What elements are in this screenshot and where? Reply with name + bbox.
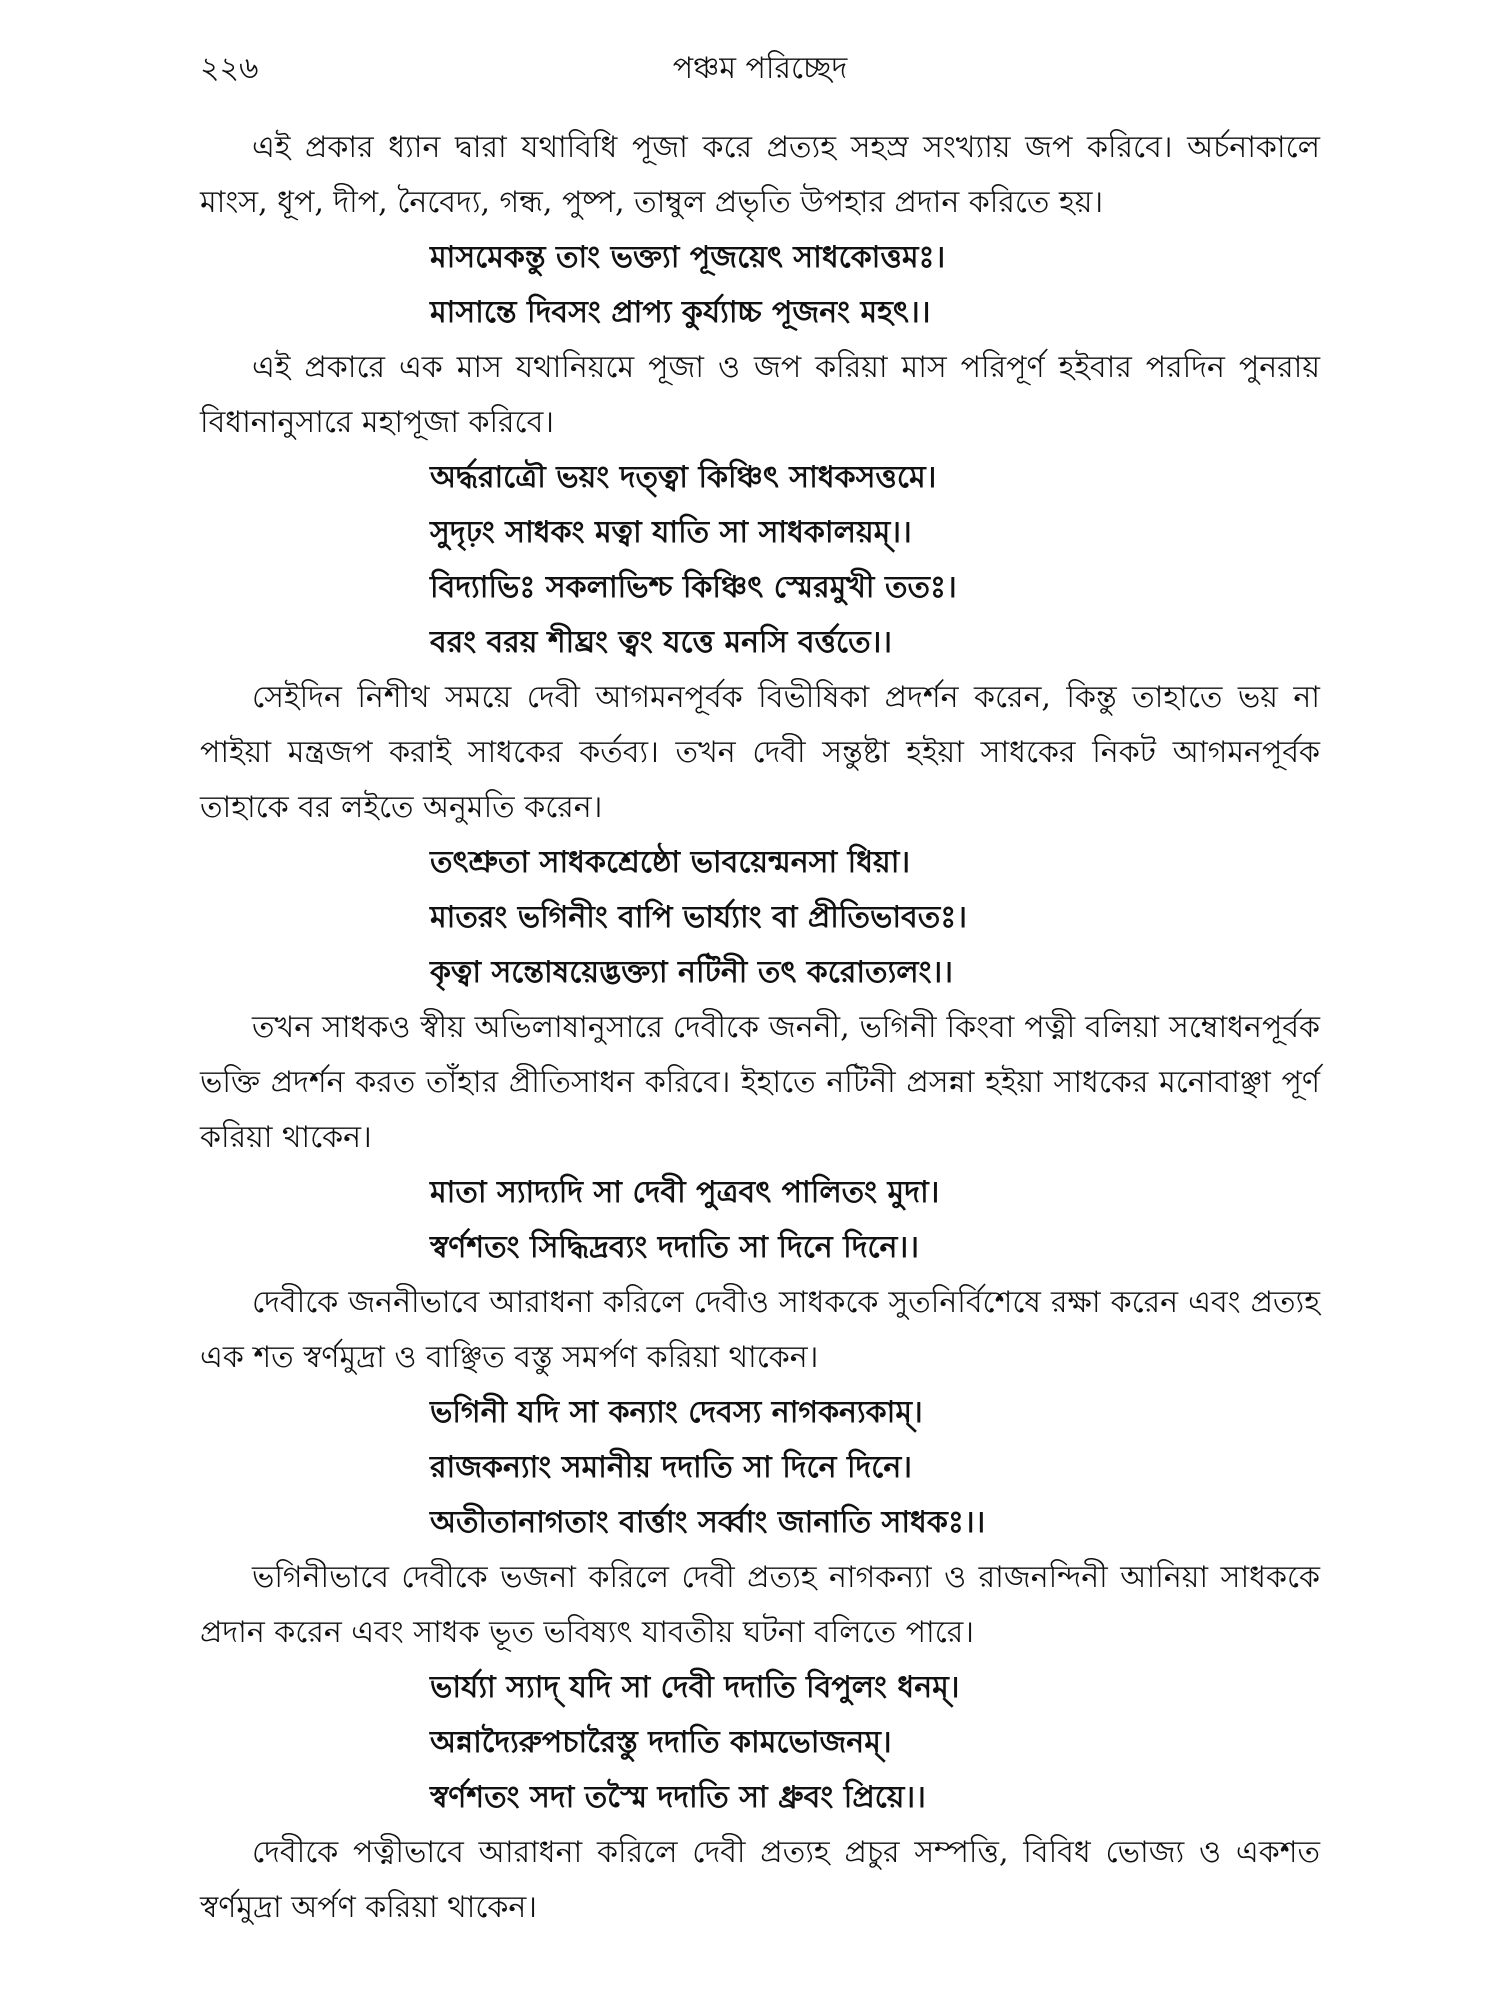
verse-line: অর্দ্ধরাত্রৌ ভয়ং দত্ত্বা কিঞ্চিৎ সাধকসত্তমে। (430, 460, 937, 495)
verse-line: স্বর্ণশতং সিদ্ধিদ্রব্যং দদাতি সা দিনে দিনে।। (430, 1230, 919, 1265)
verse-line: রাজকন্যাং সমানীয় দদাতি সা দিনে দিনে। (430, 1450, 912, 1485)
paragraph: এই প্রকারে এক মাস যথানিয়মে পূজা ও জপ করিয়া মাস পরিপূর্ণ হইবার পরদিন পুনরায় বিধানানুসারে মহাপূজা করিবে। (200, 350, 1320, 440)
running-title: পঞ্চম পরিচ্ছেদ (672, 51, 848, 86)
page-header (200, 44, 1320, 94)
paragraph: এই প্রকার ধ্যান দ্বারা যথাবিধি পূজা করে প্রত্যহ সহস্র সংখ্যায় জপ করিবে। অর্চনাকালে মাংস, ধূপ, দীপ, নৈবেদ্য, গন্ধ, পুষ্প, তাম্বুল প্রভৃতি উপহার প্রদান করিতে হয়। (200, 130, 1320, 220)
verse-line: মাতা স্যাদ্যদি সা দেবী পুত্রবৎ পালিতং মুদা। (430, 1175, 940, 1210)
paragraph: তখন সাধকও স্বীয় অভিলাষানুসারে দেবীকে জননী, ভগিনী কিংবা পত্নী বলিয়া সম্বোধনপূর্বক ভক্তি প্রদর্শন করত তাঁহার প্রীতিসাধন করিবে। ইহাতে নটিনী প্রসন্না হইয়া সাধকের মনোবাঞ্ছা পূর্ণ করিয়া থাকেন। (200, 1010, 1320, 1155)
sanskrit-verse (200, 1660, 1320, 1825)
sanskrit-verse (200, 835, 1320, 1000)
verse-line: মাসমেকন্তু তাং ভক্ত্যা পূজয়েৎ সাধকোত্তমঃ। (430, 240, 946, 275)
sanskrit-verse (200, 1385, 1320, 1550)
paragraph: দেবীকে জননীভাবে আরাধনা করিলে দেবীও সাধককে সুতনির্বিশেষে রক্ষা করেন এবং প্রত্যহ এক শত স্বর্ণমুদ্রা ও বাঞ্ছিত বস্তু সমর্পণ করিয়া থাকেন। (200, 1285, 1320, 1375)
paragraph: দেবীকে পত্নীভাবে আরাধনা করিলে দেবী প্রত্যহ প্রচুর সম্পত্তি, বিবিধ ভোজ্য ও একশত স্বর্ণমুদ্রা অর্পণ করিয়া থাকেন। (200, 1835, 1320, 1925)
body-text (200, 120, 1320, 1935)
verse-line: বিদ্যাভিঃ সকলাভিশ্চ কিঞ্চিৎ স্মেরমুখী ততঃ। (430, 570, 957, 605)
sanskrit-verse (200, 230, 1320, 340)
sanskrit-verse (200, 450, 1320, 670)
paragraph: সেইদিন নিশীথ সময়ে দেবী আগমনপূর্বক বিভীষিকা প্রদর্শন করেন, কিন্তু তাহাতে ভয় না পাইয়া মন্ত্রজপ করাই সাধকের কর্তব্য। তখন দেবী সন্তুষ্টা হইয়া সাধকের নিকট আগমনপূর্বক তাহাকে বর লইতে অনুমতি করেন। (200, 680, 1320, 825)
paragraph: ভগিনীভাবে দেবীকে ভজনা করিলে দেবী প্রত্যহ নাগকন্যা ও রাজনন্দিনী আনিয়া সাধককে প্রদান করেন এবং সাধক ভূত ভবিষ্যৎ যাবতীয় ঘটনা বলিতে পারে। (200, 1560, 1320, 1650)
page-number: ২২৬ (200, 51, 259, 86)
verse-line: অন্নাদ্যৈরুপচারৈস্তু দদাতি কামভোজনম্। (430, 1725, 892, 1760)
verse-line: সুদৃঢ়ং সাধকং মত্বা যাতি সা সাধকালয়ম্।। (430, 515, 912, 550)
verse-line: স্বর্ণশতং সদা তস্মৈ দদাতি সা ধ্রুবং প্রিয়ে।। (430, 1780, 926, 1815)
verse-line: তৎশ্রুতা সাধকশ্রেষ্ঠো ভাবয়েন্মনসা ধিয়া। (430, 845, 911, 880)
verse-line: মাতরং ভগিনীং বাপি ভার্য্যাং বা প্রীতিভাবতঃ। (430, 900, 967, 935)
verse-line: মাসান্তে দিবসং প্রাপ্য কুর্য্যাচ্চ পূজনং মহৎ।। (430, 295, 931, 330)
verse-line: অতীতানাগতাং বার্ত্তাং সর্ব্বাং জানাতি সাধকঃ।। (430, 1505, 986, 1540)
verse-line: বরং বরয় শীঘ্রং ত্বং যত্তে মনসি বর্ত্ততে।। (430, 625, 893, 660)
verse-line: ভগিনী যদি সা কন্যাং দেবস্য নাগকন্যকাম্। (430, 1395, 923, 1430)
sanskrit-verse (200, 1165, 1320, 1275)
verse-line: কৃত্বা সন্তোষয়েদ্ভক্ত্যা নটিনী তৎ করোত্যলং।। (430, 955, 953, 990)
verse-line: ভার্য্যা স্যাদ্ যদি সা দেবী দদাতি বিপুলং ধনম্। (430, 1670, 960, 1705)
